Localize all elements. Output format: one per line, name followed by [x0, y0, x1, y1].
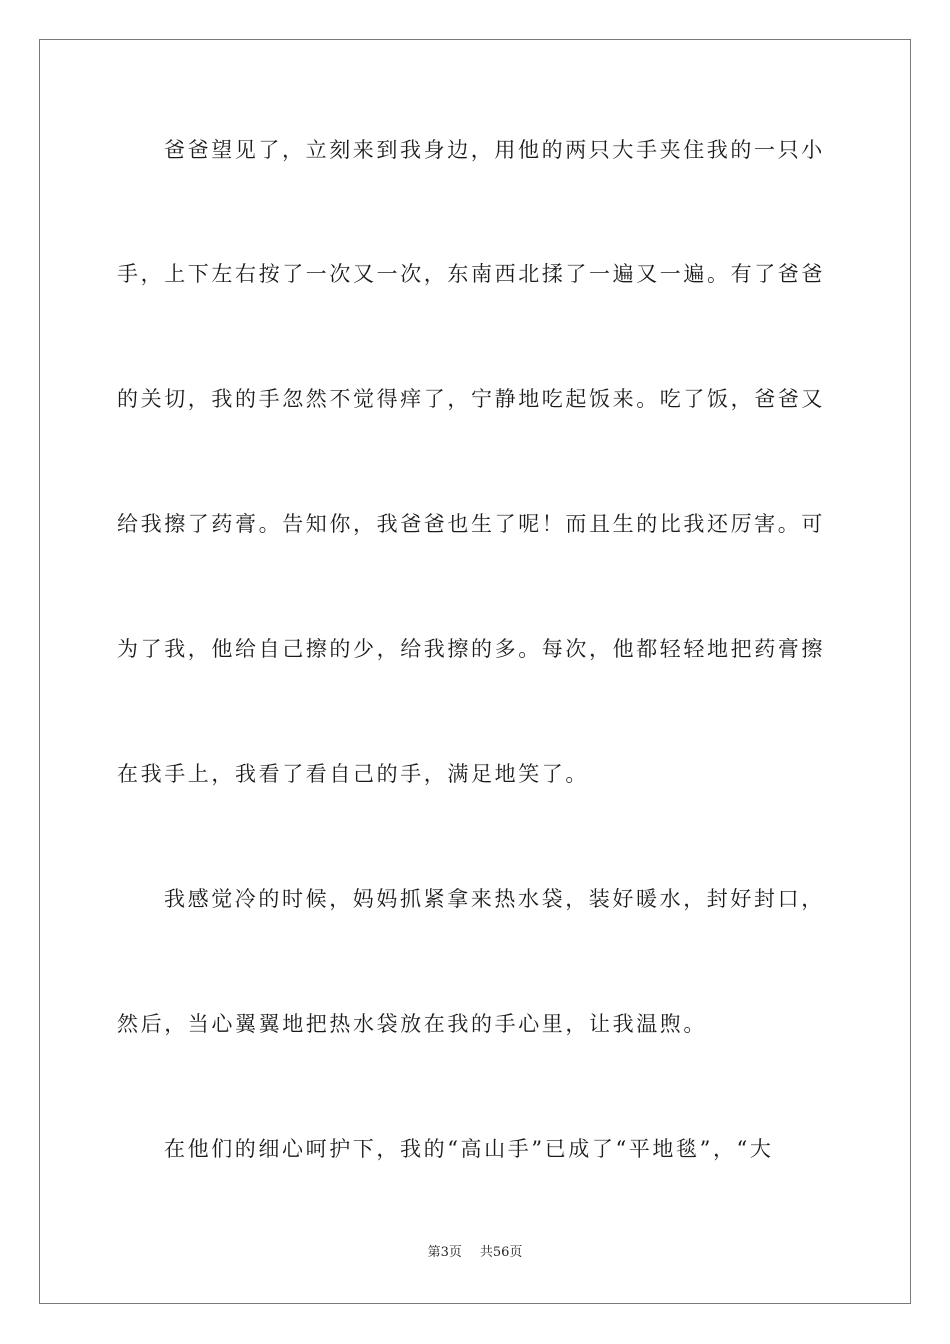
page-footer	[0, 1243, 950, 1263]
text-line-6: 在我手上，我看了看自己的手，满足地笑了。	[117, 762, 589, 786]
text-line-9: 在他们的细心呵护下，我的“高山手”已成了“平地毯”，“大	[164, 1137, 774, 1161]
text-line-2: 手，上下左右按了一次又一次，东南西北揉了一遍又一遍。有了爸爸	[117, 262, 825, 286]
text-line-4: 给我擦了药膏。告知你，我爸爸也生了呢！而且生的比我还厉害。可	[117, 512, 825, 536]
text-line-5: 为了我，他给自己擦的少，给我擦的多。每次，他都轻轻地把药膏擦	[117, 637, 825, 661]
page-total: 共56页	[479, 1245, 523, 1260]
text-line-7: 我感觉冷的时候，妈妈抓紧拿来热水袋，装好暖水，封好封口，	[164, 887, 825, 911]
page-border	[39, 39, 911, 1304]
page-number: 第3页	[427, 1245, 462, 1260]
text-line-1: 爸爸望见了，立刻来到我身边，用他的两只大手夹住我的一只小	[164, 138, 825, 162]
text-line-3: 的关切，我的手忽然不觉得痒了，宁静地吃起饭来。吃了饭，爸爸又	[117, 387, 825, 411]
text-line-8: 然后，当心翼翼地把热水袋放在我的手心里，让我温煦。	[117, 1012, 707, 1036]
